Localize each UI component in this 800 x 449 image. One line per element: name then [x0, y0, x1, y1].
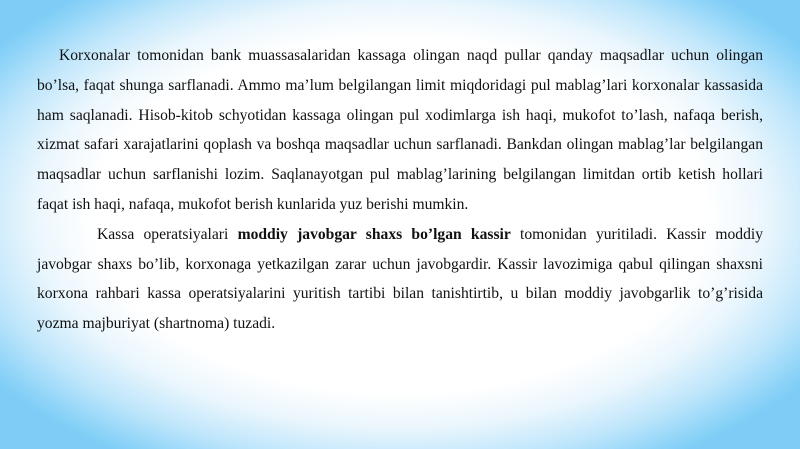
paragraph-cash-usage	[37, 41, 763, 220]
document-body	[37, 41, 763, 339]
paragraph-2-lead: Kassa operatsiyalari	[97, 225, 238, 243]
paragraph-1-text: Korxonalar tomonidan bank muassasalaridan kassaga olingan naqd pullar qanday maqsadlar uchun olingan bo’lsa, faqat shunga sarflanadi. Ammo ma’lum belgilangan limit miqdoridagi pul mablag’lari korxonalar kassasida ham saqlanadi. Hisob-kitob schyotidan kassaga olingan pul xodimlarga ish haqi, mukofot to’lash, nafaqa berish, xizmat safari xarajatlarini qoplash va boshqa maqsadlar uchun sarflanadi. Bankdan olingan mablag’lar belgilangan maqsadlar uchun sarflanishi lozim. Saqlanayotgan pul mablag’larining belgilangan limitdan ortib ketish hollari faqat ish haqi, nafaqa, mukofot berish kunlarida yuz berishi mumkin.	[37, 47, 763, 213]
paragraph-2-emphasis: moddiy javobgar shaxs bo’lgan kassir	[237, 225, 511, 243]
paragraph-2-rest: tomonidan yuritiladi. Kassir moddiy javobgar shaxs bo’lib, korxonaga yetkazilgan zarar uchun javobgardir. Kassir lavozimiga qabul qilingan shaxsni korxona rahbari kassa operatsiyalarini yuritish tartibi bilan tanishtirtib, u bilan moddiy javobgarlik to’g’risida yozma majburiyat (shartnoma) tuzadi.	[37, 225, 763, 333]
paragraph-cashier-duties	[37, 220, 763, 339]
